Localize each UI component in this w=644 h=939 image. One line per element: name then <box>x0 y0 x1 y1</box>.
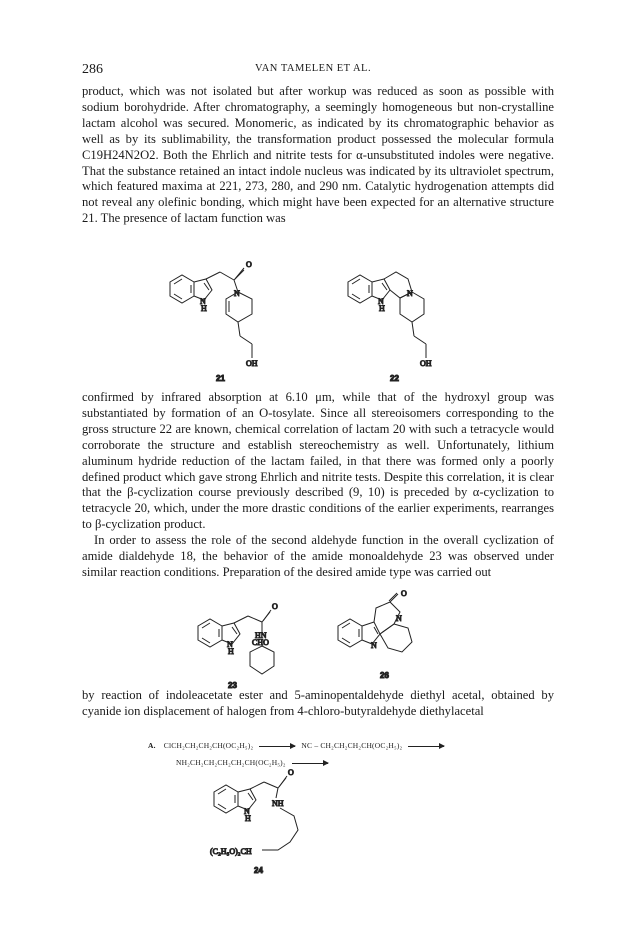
s21-o-label: O <box>246 260 252 269</box>
paragraph-4: by reaction of indoleacetate ester and 5-aminopentaldehyde diethyl acetal, obtained by cyanide ion displacement of halogen from 4-chloro-butyraldehyde diethylacetal <box>82 688 554 718</box>
s22-h-label: H <box>379 304 385 313</box>
s21-number: 21 <box>216 374 225 383</box>
s23-h-label: H <box>228 647 234 656</box>
s24-number: 24 <box>254 866 263 875</box>
scheme-a-step-2 <box>176 758 332 767</box>
s23-number: 23 <box>228 681 237 690</box>
reaction-arrow-1 <box>259 746 295 747</box>
s23-o-label: O <box>272 602 278 611</box>
s22-nh-label: N <box>378 297 384 306</box>
s24-acetal-label: (C₂H₅O)₂CH <box>210 847 252 856</box>
s21-h-label: H <box>201 304 207 313</box>
scheme-a-step-1 <box>148 741 448 750</box>
scheme-step2-reactant: NH₂CH₂CH₂CH₂CH₂CH(OC₂H₅)₂ <box>176 758 286 767</box>
structure-24-drawing <box>214 776 298 850</box>
running-head: VAN TAMELEN ET AL. <box>255 63 372 74</box>
reaction-arrow-3 <box>292 763 328 764</box>
s24-h-label: H <box>245 814 251 823</box>
s26-number: 26 <box>380 671 389 680</box>
s23-cho-label: CHO <box>252 638 269 647</box>
scheme-step1-reactant: ClCH₂CH₂CH₂CH(OC₂H₅)₂ <box>163 741 254 750</box>
paragraph-3: In order to assess the role of the second aldehyde function in the overall cyclization of amide dialdehyde 18, the behavior of the amide monoaldehyde 23 was observed under similar reaction conditions. Preparation of the desired amide type was carried out <box>82 533 554 579</box>
page-number: 286 <box>82 62 103 77</box>
s26-o-label: O <box>401 589 407 598</box>
s22-oh-label: OH <box>420 359 432 368</box>
s26-n1-label: N <box>371 641 377 650</box>
scheme-label: A. <box>148 741 156 750</box>
s21-n-label: N <box>234 289 240 298</box>
structure-21-drawing <box>170 268 252 358</box>
s24-nh2-label: NH <box>272 799 284 808</box>
figure-structures-21-22 <box>160 252 480 383</box>
s22-number: 22 <box>390 374 399 383</box>
s21-oh-label: OH <box>246 359 258 368</box>
paragraph-1: product, which was not isolated but after workup was reduced as soon as possible with sodium borohydride. After chromatography, a seemingly homogeneous but non-crystalline lactam alcohol was secured. Monomeric, as indicated by its chromatographic behavior as well as by its sublimability, the transformation product possessed the molecular formula C19H24N2O2. Both the Ehrlich and nitrite tests for α-unsubstituted indoles were negative. That the substance retained an intact indole nucleus was indicated by its ultraviolet spectrum, which featured maxima at 221, 273, 280, and 290 nm. Catalytic hydrogenation attempts did not reveal any olefinic bonding, which might have been expected for an alternative structure 21. The presence of lactam function was <box>82 84 554 226</box>
s23-nh-label: N <box>227 640 233 649</box>
paragraph-2: confirmed by infrared absorption at 6.10 μm, while that of the hydroxyl group was substantiated by formation of an O-tosylate. Since all stereoisomers corresponding to the gross structure 22 are known, chemical correlation of lactam 20 with such a tetracycle would corroborate the structure and establish stereochemistry as well. Unfortunately, lithium aluminum hydride reduction of the lactam failed, in that there was formed only a poorly defined product which gave strong Ehrlich and nitrite tests. Despite this correlation, it is clear that the β-cyclization course previously described (9, 10) is preceded by α-cyclization to tetracycle 20, which, under the more drastic conditions of the earlier experiments, rearranges to β-cyclization product. <box>82 390 554 532</box>
s23-hn-label: HN <box>255 631 267 640</box>
s22-n-label: N <box>407 289 413 298</box>
scheme-step1-product: NC – CH₂CH₂CH₂CH(OC₂H₅)₂ <box>301 741 403 750</box>
s26-n2-label: N <box>396 614 402 623</box>
reaction-arrow-2 <box>408 746 444 747</box>
s24-o-label: O <box>288 768 294 777</box>
figure-structures-23-26 <box>190 589 470 690</box>
structure-22-drawing <box>348 272 426 358</box>
figure-structure-24 <box>206 770 366 885</box>
s24-nh-label: N <box>244 807 250 816</box>
s21-nh-label: N <box>200 297 206 306</box>
